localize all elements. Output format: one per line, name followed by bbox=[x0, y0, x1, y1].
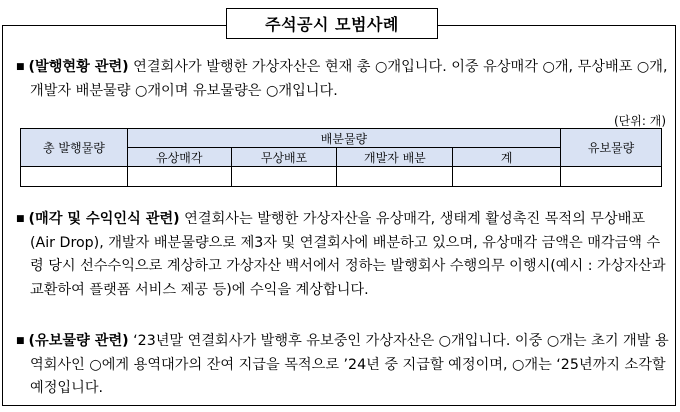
unit-label: (단위: 개) bbox=[614, 114, 666, 128]
revenue-paragraph bbox=[10, 208, 670, 302]
revenue-text: 연결회사는 발행한 가상자산을 유상매각, 생태계 활성촉진 목적의 무상배포(Air Drop), 개발자 배분물량으로 제3자 및 연결회사에 배분하고 있으며, 유상매각 금액은 매각금액 수령 당시 선수수익으로 계상하고 가상자산 백서에서 정하는 발행회사 수행의무 이행시(예시 : 가상자산과 교환하여 플랫폼 서비스 제공 등)에 수익을 계상합니다. bbox=[30, 211, 666, 298]
header-subtotal: 계 bbox=[453, 148, 561, 167]
square-bullet-icon: ■ bbox=[16, 336, 25, 346]
page-title: 주석공시 모범사례 bbox=[226, 8, 438, 39]
reserved-paragraph bbox=[10, 330, 670, 401]
table-cell bbox=[561, 167, 662, 187]
reserved-section bbox=[10, 330, 670, 401]
table-cell bbox=[127, 167, 231, 187]
header-free-distribution: 무상배포 bbox=[231, 148, 337, 167]
reserved-text: ‘23년말 연결회사가 발행후 유보중인 가상자산은 ○개입니다. 이중 ○개는 초기 개발 용역회사인 ○에게 용역대가의 잔여 지급을 목적으로 ’24년 중 지급할 예정이며, ○개는 ‘25년까지 소각할 예정입니다. bbox=[30, 333, 669, 396]
square-bullet-icon: ■ bbox=[16, 62, 25, 72]
distribution-table bbox=[20, 128, 662, 187]
issuance-heading: (발행현황 관련) bbox=[28, 59, 129, 75]
header-developer-allocation: 개발자 배분 bbox=[337, 148, 453, 167]
table-row bbox=[21, 167, 662, 187]
header-distribution: 배분물량 bbox=[127, 129, 560, 148]
issuance-paragraph bbox=[10, 56, 670, 103]
table-cell bbox=[453, 167, 561, 187]
table-cell bbox=[21, 167, 128, 187]
header-reserved: 유보물량 bbox=[561, 129, 662, 167]
reserved-heading: (유보물량 관련) bbox=[28, 333, 129, 349]
header-total-issued: 총 발행물량 bbox=[21, 129, 128, 167]
revenue-section bbox=[10, 208, 670, 302]
square-bullet-icon: ■ bbox=[16, 214, 25, 224]
revenue-heading: (매각 및 수익인식 관련) bbox=[28, 211, 180, 227]
table-cell bbox=[337, 167, 453, 187]
table-cell bbox=[231, 167, 337, 187]
issuance-section bbox=[10, 56, 670, 103]
header-paid-sale: 유상매각 bbox=[127, 148, 231, 167]
issuance-text: 연결회사가 발행한 가상자산은 현재 총 ○개입니다. 이중 유상매각 ○개, 무상배포 ○개, 개발자 배분물량 ○개이며 유보물량은 ○개입니다. bbox=[30, 59, 668, 99]
